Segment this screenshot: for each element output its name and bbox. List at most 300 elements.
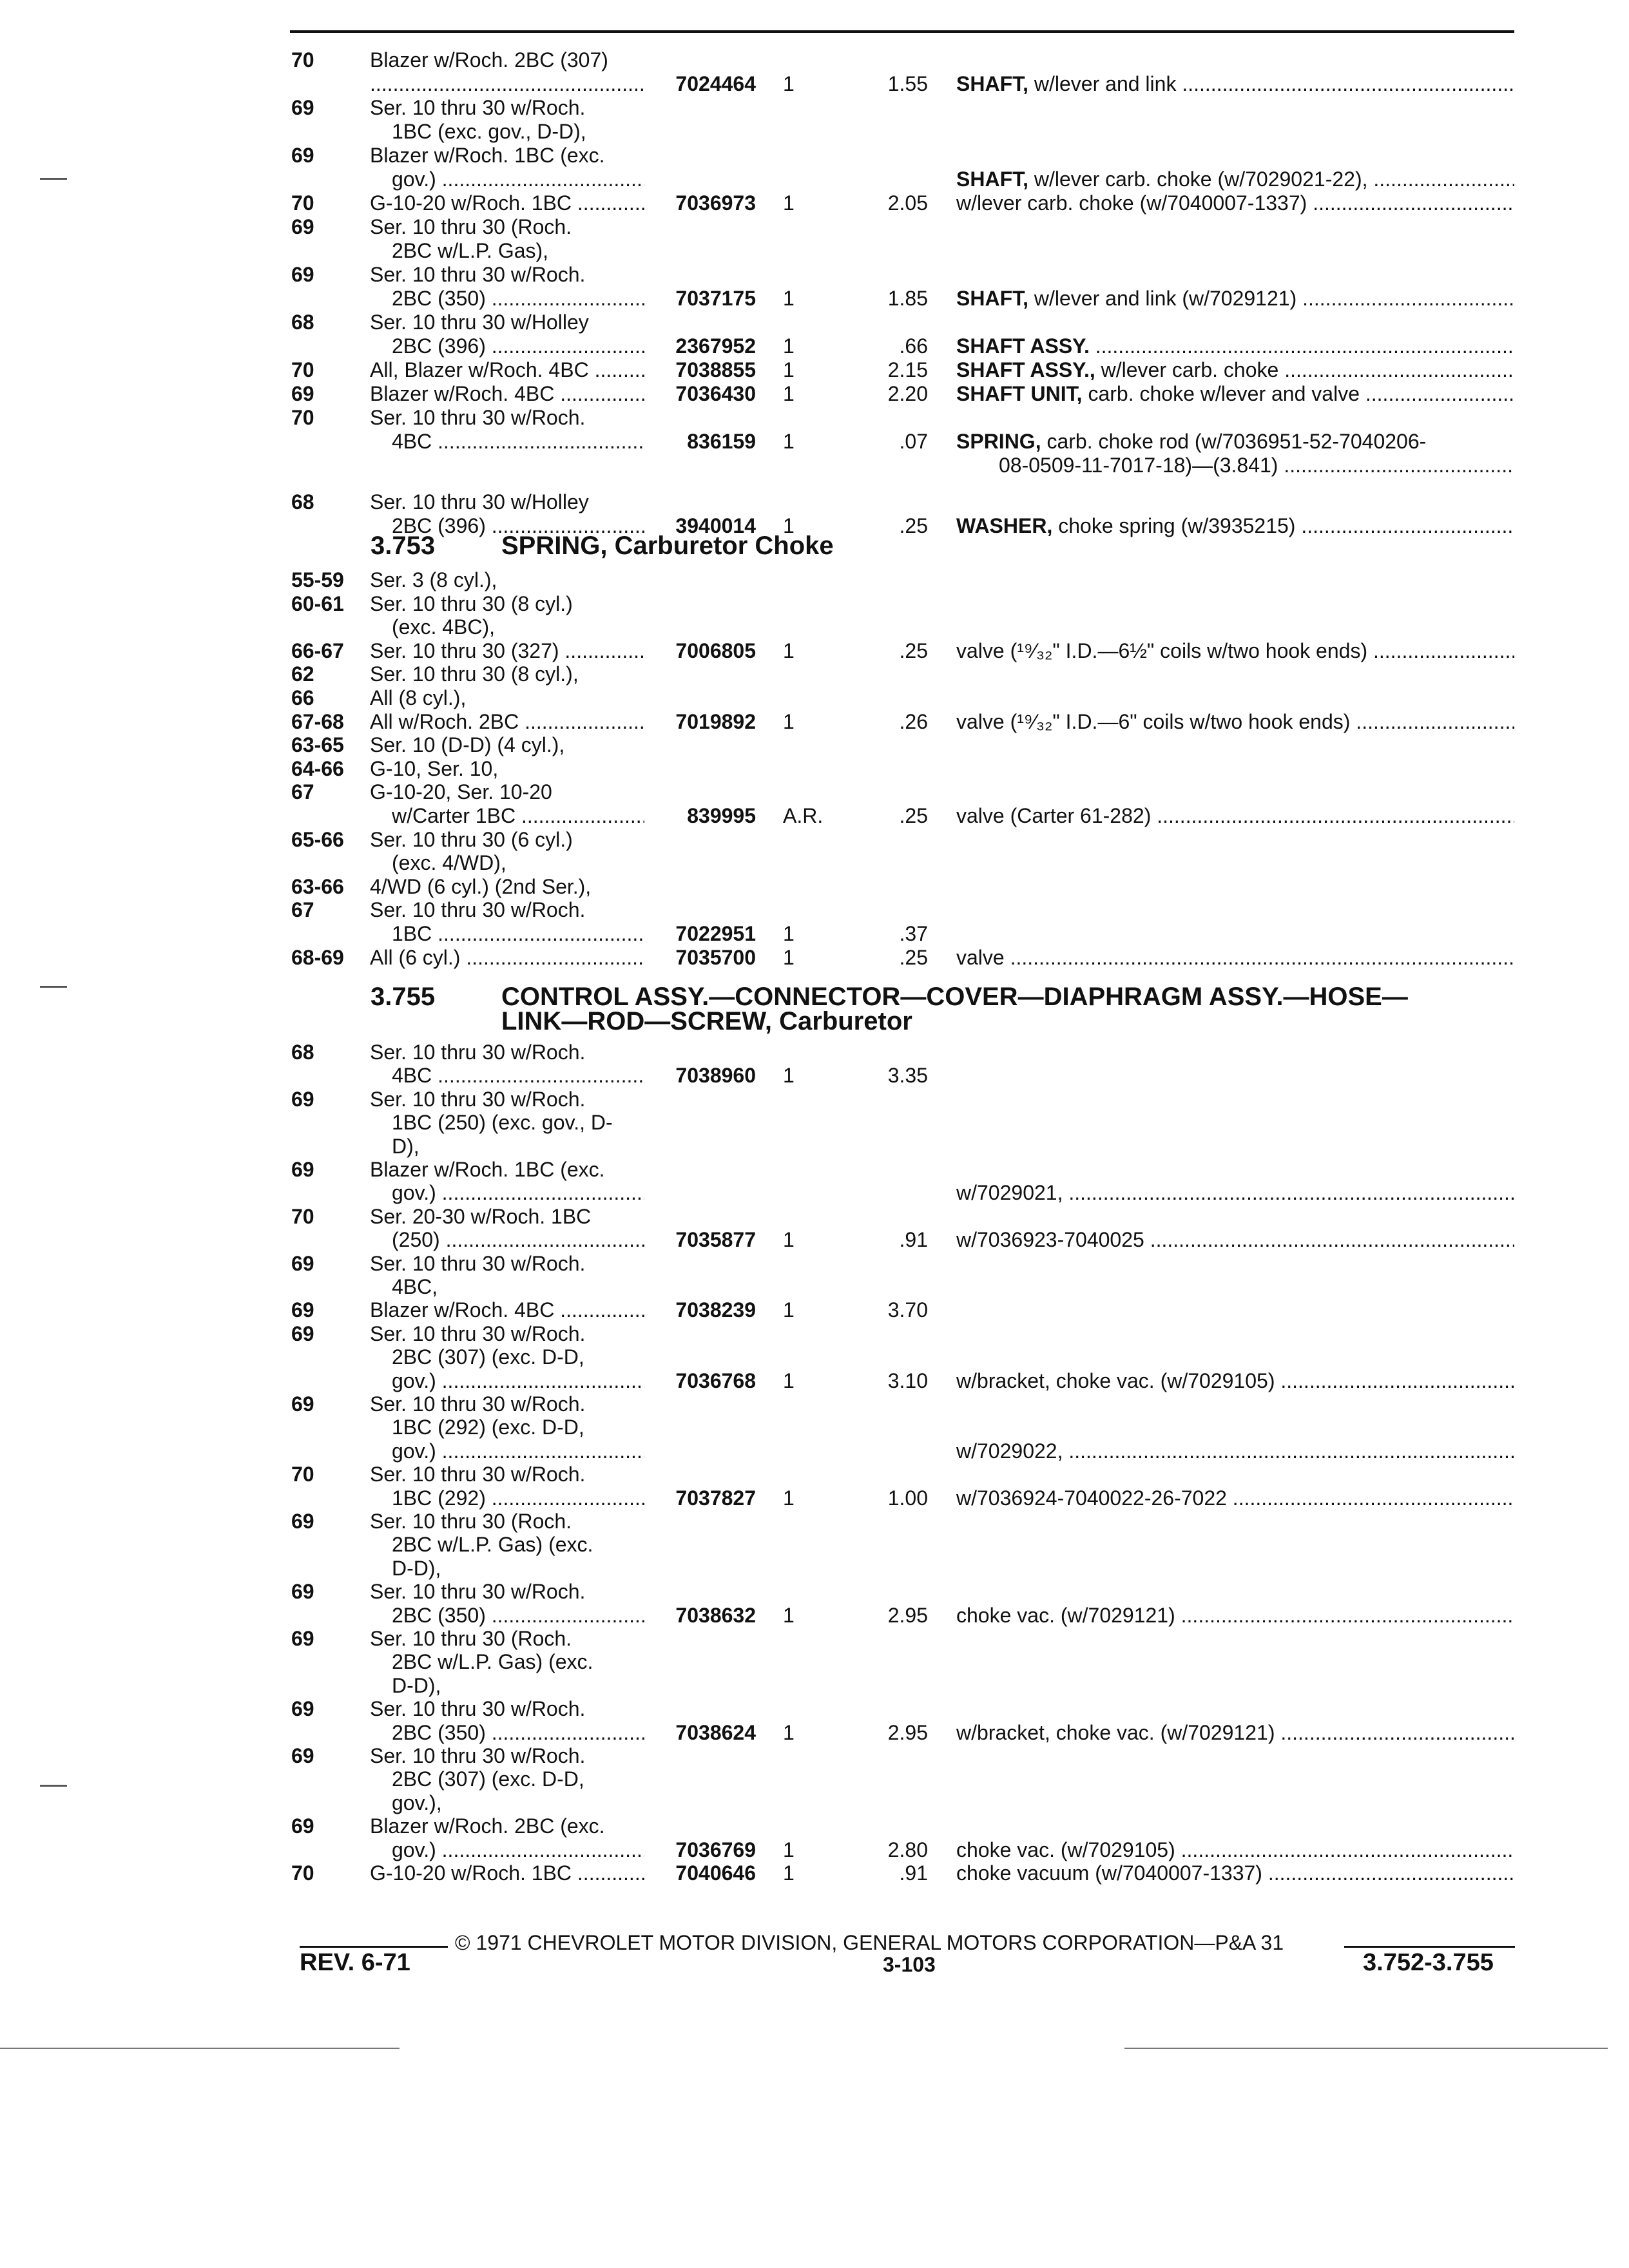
part-note-text: w/bracket, choke vac. (w/7029121)	[956, 1720, 1275, 1744]
section-3755-number: 3.755	[371, 983, 436, 1011]
parts-row	[0, 453, 1629, 477]
part-note	[956, 1838, 1514, 1862]
part-note	[956, 945, 1514, 970]
quantity: 1	[783, 358, 795, 381]
part-note-text: choke vacuum (w/7040007-1337)	[956, 1861, 1262, 1885]
application-description: G-10-20 w/Roch. 1BC .....	[370, 1861, 644, 1885]
price: .66	[899, 334, 928, 358]
parts-row	[0, 662, 1629, 686]
application-description: Ser. 10 thru 30 w/Holley	[370, 311, 589, 334]
part-name: SHAFT ASSY.,	[956, 358, 1095, 381]
quantity: 1	[783, 639, 795, 662]
application-description: gov.) .....	[392, 167, 644, 191]
parts-row	[0, 827, 1629, 852]
parts-row	[0, 1838, 1629, 1862]
footer-revision: REV. 6-71	[300, 1949, 410, 1976]
part-number: 7036769	[675, 1838, 756, 1861]
model-year: 55-59	[291, 568, 344, 591]
part-number: 7037175	[675, 287, 756, 310]
model-year: 70	[291, 1463, 314, 1486]
model-year: 69	[291, 1627, 314, 1650]
model-year: 70	[291, 1204, 314, 1228]
part-number: 7036430	[675, 382, 756, 405]
parts-row	[0, 119, 1629, 144]
part-number: 7024464	[675, 72, 756, 95]
model-year: 68	[291, 311, 314, 334]
parts-row	[0, 1720, 1629, 1745]
part-note	[956, 167, 1514, 191]
part-note	[956, 803, 1514, 828]
part-note	[956, 709, 1514, 734]
part-note-text: w/lever carb. choke (w/7029021-22),	[1028, 168, 1368, 191]
application-description: All, Blazer w/Roch. 4BC .....	[370, 358, 644, 382]
parts-row	[0, 238, 1629, 263]
model-year: 69	[291, 215, 314, 238]
price: 2.95	[887, 1720, 928, 1744]
application-description: 4/WD (6 cyl.) (2nd Ser.),	[370, 874, 592, 898]
price: .37	[899, 922, 928, 945]
parts-row	[0, 358, 1629, 382]
parts-row	[0, 921, 1629, 946]
application-description: G-10-20, Ser. 10-20	[370, 780, 552, 804]
application-description: Ser. 10 thru 30 w/Roch.	[370, 1087, 586, 1111]
application-description: gov.) .....	[392, 1180, 644, 1205]
part-note	[956, 1603, 1514, 1628]
application-description: gov.),	[392, 1791, 442, 1814]
application-description: Blazer w/Roch. 1BC (exc.	[370, 1158, 605, 1181]
parts-row	[0, 1814, 1629, 1838]
price: .91	[899, 1861, 928, 1885]
model-year: 69	[291, 1744, 314, 1767]
application-description: 1BC (250) (exc. gov., D-	[392, 1111, 613, 1135]
part-name: SPRING,	[956, 430, 1041, 453]
application-description: gov.) .....	[392, 1369, 644, 1393]
application-description: Ser. 10 (D-D) (4 cyl.),	[370, 733, 565, 757]
model-year: 67	[291, 780, 314, 804]
parts-row	[0, 639, 1629, 663]
part-name: SHAFT ASSY.	[956, 334, 1090, 358]
application-description: D-D),	[392, 1673, 441, 1697]
application-description: Ser. 10 thru 30 (8 cyl.),	[370, 662, 579, 686]
application-description: Ser. 20-30 w/Roch. 1BC	[370, 1204, 592, 1228]
parts-row	[0, 568, 1629, 592]
parts-row	[0, 1274, 1629, 1299]
part-note	[956, 1720, 1514, 1745]
part-number: 836159	[687, 430, 756, 453]
price: 3.35	[887, 1064, 928, 1088]
part-note-text: w/7036923-7040025	[956, 1228, 1144, 1252]
application-description: 2BC (350) .....	[392, 1603, 644, 1628]
model-year: 67	[291, 898, 314, 922]
application-description: Ser. 10 thru 30 w/Roch.	[370, 1697, 586, 1721]
model-year: 69	[291, 382, 314, 405]
model-year: 69	[291, 263, 314, 286]
application-description: D-D),	[392, 1556, 441, 1580]
application-description: Ser. 10 thru 30 w/Roch.	[370, 898, 586, 922]
model-year: 60-61	[291, 591, 344, 615]
parts-row	[0, 334, 1629, 358]
application-description: Ser. 10 thru 30 w/Roch.	[370, 1744, 586, 1767]
model-year: 70	[291, 191, 314, 215]
application-description: (exc. 4/WD),	[392, 851, 506, 875]
part-number: 7038239	[675, 1298, 756, 1322]
application-description	[370, 72, 644, 96]
parts-row	[0, 381, 1629, 406]
parts-row	[0, 1673, 1629, 1698]
model-year: 69	[291, 1510, 314, 1533]
parts-row	[0, 874, 1629, 899]
quantity: 1	[783, 1861, 795, 1885]
parts-row	[0, 1180, 1629, 1205]
part-note-text: valve (Carter 61-282)	[956, 804, 1152, 827]
application-description: 2BC (396) .....	[392, 514, 644, 538]
parts-row	[0, 1532, 1629, 1557]
part-note-text: w/7029021,	[956, 1181, 1063, 1205]
application-description: Ser. 10 thru 30 (Roch.	[370, 1510, 572, 1533]
part-note-text: valve (¹⁹⁄₃₂" I.D.—6" coils w/two hook ends)	[956, 709, 1351, 733]
part-number: 7036973	[675, 191, 756, 215]
application-description: Ser. 3 (8 cyl.),	[370, 568, 497, 591]
application-description: 2BC (396) .....	[392, 334, 644, 358]
parts-row	[0, 756, 1629, 781]
application-description: Blazer w/Roch. 2BC (307)	[370, 48, 608, 72]
part-name: SHAFT,	[956, 287, 1028, 310]
part-note-text: carb. choke rod (w/7036951-52-7040206-	[1041, 430, 1427, 453]
part-note-text: w/bracket, choke vac. (w/7029105)	[956, 1369, 1275, 1392]
parts-row	[0, 1040, 1629, 1064]
application-description: G-10-20 w/Roch. 1BC .....	[370, 191, 644, 215]
price: .25	[899, 945, 928, 969]
footer-rule-left	[300, 1946, 448, 1948]
parts-row	[0, 1298, 1629, 1322]
price: 3.10	[887, 1369, 928, 1392]
parts-row	[0, 1321, 1629, 1346]
application-description: gov.) .....	[392, 1439, 644, 1463]
quantity: 1	[783, 1228, 795, 1252]
part-number: 7037827	[675, 1486, 756, 1510]
part-note-text: w/lever carb. choke (w/7040007-1337)	[956, 191, 1307, 215]
section-3755-title-line1: CONTROL ASSY.—CONNECTOR—COVER—DIAPHRAGM ASSY.—HOSE—	[501, 983, 1408, 1011]
part-number: 7038624	[675, 1720, 756, 1744]
application-description: (exc. 4BC),	[392, 615, 496, 639]
price: 2.05	[887, 191, 928, 215]
model-year: 69	[291, 144, 314, 167]
model-year: 69	[291, 1697, 314, 1721]
parts-row	[0, 591, 1629, 616]
parts-row	[0, 1696, 1629, 1721]
parts-row	[0, 95, 1629, 120]
footer-section-range: 3.752-3.755	[1363, 1949, 1494, 1976]
application-description: 4BC .....	[392, 429, 644, 454]
application-description: Ser. 10 thru 30 w/Roch.	[370, 1392, 586, 1416]
part-number: 2367952	[675, 334, 756, 358]
parts-row	[0, 1649, 1629, 1674]
part-note	[956, 1180, 1514, 1205]
part-note	[956, 358, 1514, 382]
price: 3.70	[887, 1298, 928, 1322]
model-year: 68	[291, 1041, 314, 1064]
parts-row	[0, 429, 1629, 454]
model-year: 63-65	[291, 733, 344, 757]
application-description: 1BC (exc. gov., D-D),	[392, 120, 586, 143]
model-year: 66-67	[291, 639, 344, 662]
parts-row	[0, 1462, 1629, 1486]
part-note	[956, 1369, 1514, 1393]
application-description: Ser. 10 thru 30 (Roch.	[370, 215, 572, 238]
part-name: SHAFT UNIT,	[956, 382, 1083, 405]
part-note-text: choke spring (w/3935215)	[1052, 514, 1296, 537]
parts-row	[0, 1063, 1629, 1088]
part-note	[956, 286, 1514, 311]
part-note	[956, 1227, 1514, 1252]
application-description: 1BC .....	[392, 921, 644, 946]
parts-row	[0, 286, 1629, 311]
part-note	[956, 1486, 1514, 1510]
application-description: Ser. 10 thru 30 w/Roch.	[370, 263, 586, 286]
application-description: 2BC w/L.P. Gas),	[392, 239, 549, 262]
parts-row	[0, 1791, 1629, 1815]
part-name: SHAFT,	[956, 72, 1028, 95]
price: .26	[899, 709, 928, 733]
parts-row	[0, 1861, 1629, 1885]
application-description: 2BC w/L.P. Gas) (exc.	[392, 1650, 593, 1674]
model-year: 70	[291, 1861, 314, 1885]
part-note	[956, 381, 1514, 406]
parts-row	[0, 310, 1629, 334]
parts-row	[0, 1579, 1629, 1604]
model-year: 69	[291, 96, 314, 119]
parts-row	[0, 1603, 1629, 1628]
quantity: 1	[783, 1603, 795, 1627]
part-note-text: choke vac. (w/7029105)	[956, 1838, 1175, 1861]
parts-row	[0, 490, 1629, 514]
price: 1.00	[887, 1486, 928, 1510]
parts-row	[0, 1392, 1629, 1416]
part-note	[956, 1439, 1514, 1463]
price: .25	[899, 804, 928, 827]
parts-row	[0, 167, 1629, 191]
model-year: 69	[291, 1087, 314, 1111]
section-3753-number: 3.753	[371, 532, 436, 560]
parts-row	[0, 215, 1629, 239]
parts-row	[0, 709, 1629, 734]
part-note-text: w/lever and link	[1028, 72, 1177, 95]
parts-row	[0, 733, 1629, 757]
parts-row	[0, 1744, 1629, 1768]
application-description: Ser. 10 thru 30 w/Roch.	[370, 96, 586, 119]
quantity: 1	[783, 1064, 795, 1088]
parts-row	[0, 1110, 1629, 1135]
part-note	[956, 72, 1514, 96]
application-description: Blazer w/Roch. 2BC (exc.	[370, 1814, 605, 1838]
model-year: 68	[291, 490, 314, 514]
application-description: Ser. 10 thru 30 w/Roch.	[370, 1463, 586, 1486]
price: 2.20	[887, 382, 928, 405]
part-note-text: w/lever and link (w/7029121)	[1028, 287, 1297, 310]
parts-row	[0, 850, 1629, 875]
application-description: 2BC (307) (exc. D-D,	[392, 1345, 584, 1369]
application-description: Ser. 10 thru 30 (327) .....	[370, 639, 644, 663]
parts-row	[0, 1157, 1629, 1182]
parts-row	[0, 1439, 1629, 1463]
parts-row	[0, 262, 1629, 287]
parts-row	[0, 1227, 1629, 1252]
parts-row	[0, 803, 1629, 828]
part-note	[999, 453, 1514, 477]
part-note-text: 08-0509-11-7017-18)—(3.841)	[999, 454, 1278, 477]
application-description: Blazer w/Roch. 1BC (exc.	[370, 144, 605, 167]
part-note	[956, 191, 1514, 215]
part-note-text: valve (¹⁹⁄₃₂" I.D.—6½" coils w/two hook ends)	[956, 639, 1368, 662]
quantity: 1	[783, 1486, 795, 1510]
parts-row	[0, 1415, 1629, 1439]
part-note	[956, 334, 1514, 358]
price: 1.55	[887, 72, 928, 95]
part-number: 7038632	[675, 1603, 756, 1627]
parts-row	[0, 1204, 1629, 1229]
margin-mark	[40, 986, 67, 988]
model-year: 64-66	[291, 756, 344, 780]
parts-row	[0, 1251, 1629, 1276]
quantity: 1	[783, 922, 795, 945]
parts-row	[0, 72, 1629, 96]
model-year: 69	[291, 1580, 314, 1604]
model-year: 65-66	[291, 827, 344, 851]
part-number: 7022951	[675, 922, 756, 945]
parts-row	[0, 780, 1629, 804]
quantity: 1	[783, 191, 795, 215]
price: 2.95	[887, 1603, 928, 1627]
application-description: All w/Roch. 2BC .....	[370, 709, 644, 734]
application-description: Ser. 10 thru 30 w/Roch.	[370, 1251, 586, 1275]
part-number: 7006805	[675, 639, 756, 662]
part-note-text: carb. choke w/lever and valve	[1082, 382, 1360, 405]
quantity: 1	[783, 1720, 795, 1744]
application-description: G-10, Ser. 10,	[370, 756, 499, 780]
part-number: 7038855	[675, 358, 756, 381]
part-note-text: valve	[956, 945, 1005, 969]
model-year: 69	[291, 1392, 314, 1416]
parts-row	[0, 898, 1629, 922]
parts-row	[0, 615, 1629, 639]
part-number: 839995	[687, 804, 756, 827]
bottom-rule-left	[0, 2048, 400, 2049]
parts-row	[0, 1509, 1629, 1533]
part-number: 7035877	[675, 1228, 756, 1252]
price: .91	[899, 1228, 928, 1252]
application-description: Ser. 10 thru 30 (Roch.	[370, 1627, 572, 1650]
parts-row	[0, 48, 1629, 72]
part-number: 7036768	[675, 1369, 756, 1392]
part-number: 7019892	[675, 709, 756, 733]
model-year: 70	[291, 48, 314, 72]
section-3755-title-line2: LINK—ROD—SCREW, Carburetor	[501, 1007, 912, 1035]
application-description: All (8 cyl.),	[370, 686, 467, 709]
model-year: 69	[291, 1158, 314, 1181]
application-description: Ser. 10 thru 30 w/Holley	[370, 490, 589, 514]
application-description: w/Carter 1BC .....	[392, 803, 644, 828]
quantity: 1	[783, 945, 795, 969]
quantity: 1	[783, 287, 795, 310]
part-note	[956, 514, 1514, 538]
parts-row	[0, 945, 1629, 970]
price: .25	[899, 639, 928, 662]
section-3753-title: SPRING, Carburetor Choke	[501, 532, 834, 560]
application-description: Ser. 10 thru 30 w/Roch.	[370, 1580, 586, 1604]
footer-page-number: 3-103	[883, 1953, 936, 1976]
part-note-text: w/7036924-7040022-26-7022	[956, 1486, 1227, 1510]
price: .07	[899, 430, 928, 453]
part-note-text: w/7029022,	[956, 1439, 1063, 1463]
model-year: 66	[291, 686, 314, 709]
part-name: SHAFT,	[956, 168, 1028, 191]
application-description: 4BC,	[392, 1275, 438, 1298]
quantity: 1	[783, 1369, 795, 1392]
quantity: 1	[783, 430, 795, 453]
quantity: 1	[783, 334, 795, 358]
application-description: 2BC (350) .....	[392, 1720, 644, 1745]
application-description: gov.) .....	[392, 1838, 644, 1862]
quantity: 1	[783, 382, 795, 405]
model-year: 70	[291, 358, 314, 381]
price: .25	[899, 514, 928, 537]
application-description: 2BC (307) (exc. D-D,	[392, 1767, 584, 1791]
top-rule	[290, 30, 1514, 33]
application-description: All (6 cyl.) .....	[370, 945, 644, 970]
application-description: Blazer w/Roch. 4BC .....	[370, 381, 644, 406]
application-description: D),	[392, 1134, 419, 1158]
quantity: 1	[783, 514, 795, 537]
part-note-text: choke vac. (w/7029121)	[956, 1603, 1175, 1627]
part-number: 3940014	[675, 514, 756, 537]
application-description: (250) .....	[392, 1227, 644, 1252]
model-year: 67-68	[291, 709, 344, 733]
model-year: 68-69	[291, 945, 344, 969]
parts-row	[0, 686, 1629, 710]
application-description: 2BC w/L.P. Gas) (exc.	[392, 1533, 593, 1557]
parts-row	[0, 1486, 1629, 1510]
part-note	[956, 1861, 1514, 1885]
quantity: 1	[783, 1838, 795, 1861]
model-year: 70	[291, 406, 314, 429]
part-number: 7040646	[675, 1861, 756, 1885]
part-note	[956, 429, 1514, 454]
application-description: Blazer w/Roch. 4BC .....	[370, 1298, 644, 1322]
parts-row	[0, 405, 1629, 430]
price: 1.85	[887, 287, 928, 310]
application-description: Ser. 10 thru 30 (8 cyl.)	[370, 591, 573, 615]
quantity: 1	[783, 709, 795, 733]
model-year: 63-66	[291, 874, 344, 898]
bottom-rule-right	[1124, 2048, 1608, 2049]
application-description: Ser. 10 thru 30 (6 cyl.)	[370, 827, 573, 851]
parts-row	[0, 1626, 1629, 1651]
model-year: 62	[291, 662, 314, 686]
model-year: 69	[291, 1814, 314, 1838]
price: 2.15	[887, 358, 928, 381]
quantity: 1	[783, 72, 795, 95]
parts-row	[0, 1134, 1629, 1158]
application-description: 4BC .....	[392, 1063, 644, 1088]
application-description: 2BC (350) .....	[392, 286, 644, 311]
parts-row	[0, 1369, 1629, 1393]
part-note	[956, 639, 1514, 663]
model-year: 69	[291, 1251, 314, 1275]
application-description: Ser. 10 thru 30 w/Roch.	[370, 406, 586, 429]
model-year: 69	[291, 1298, 314, 1322]
parts-row	[0, 1767, 1629, 1791]
part-number: 7035700	[675, 945, 756, 969]
